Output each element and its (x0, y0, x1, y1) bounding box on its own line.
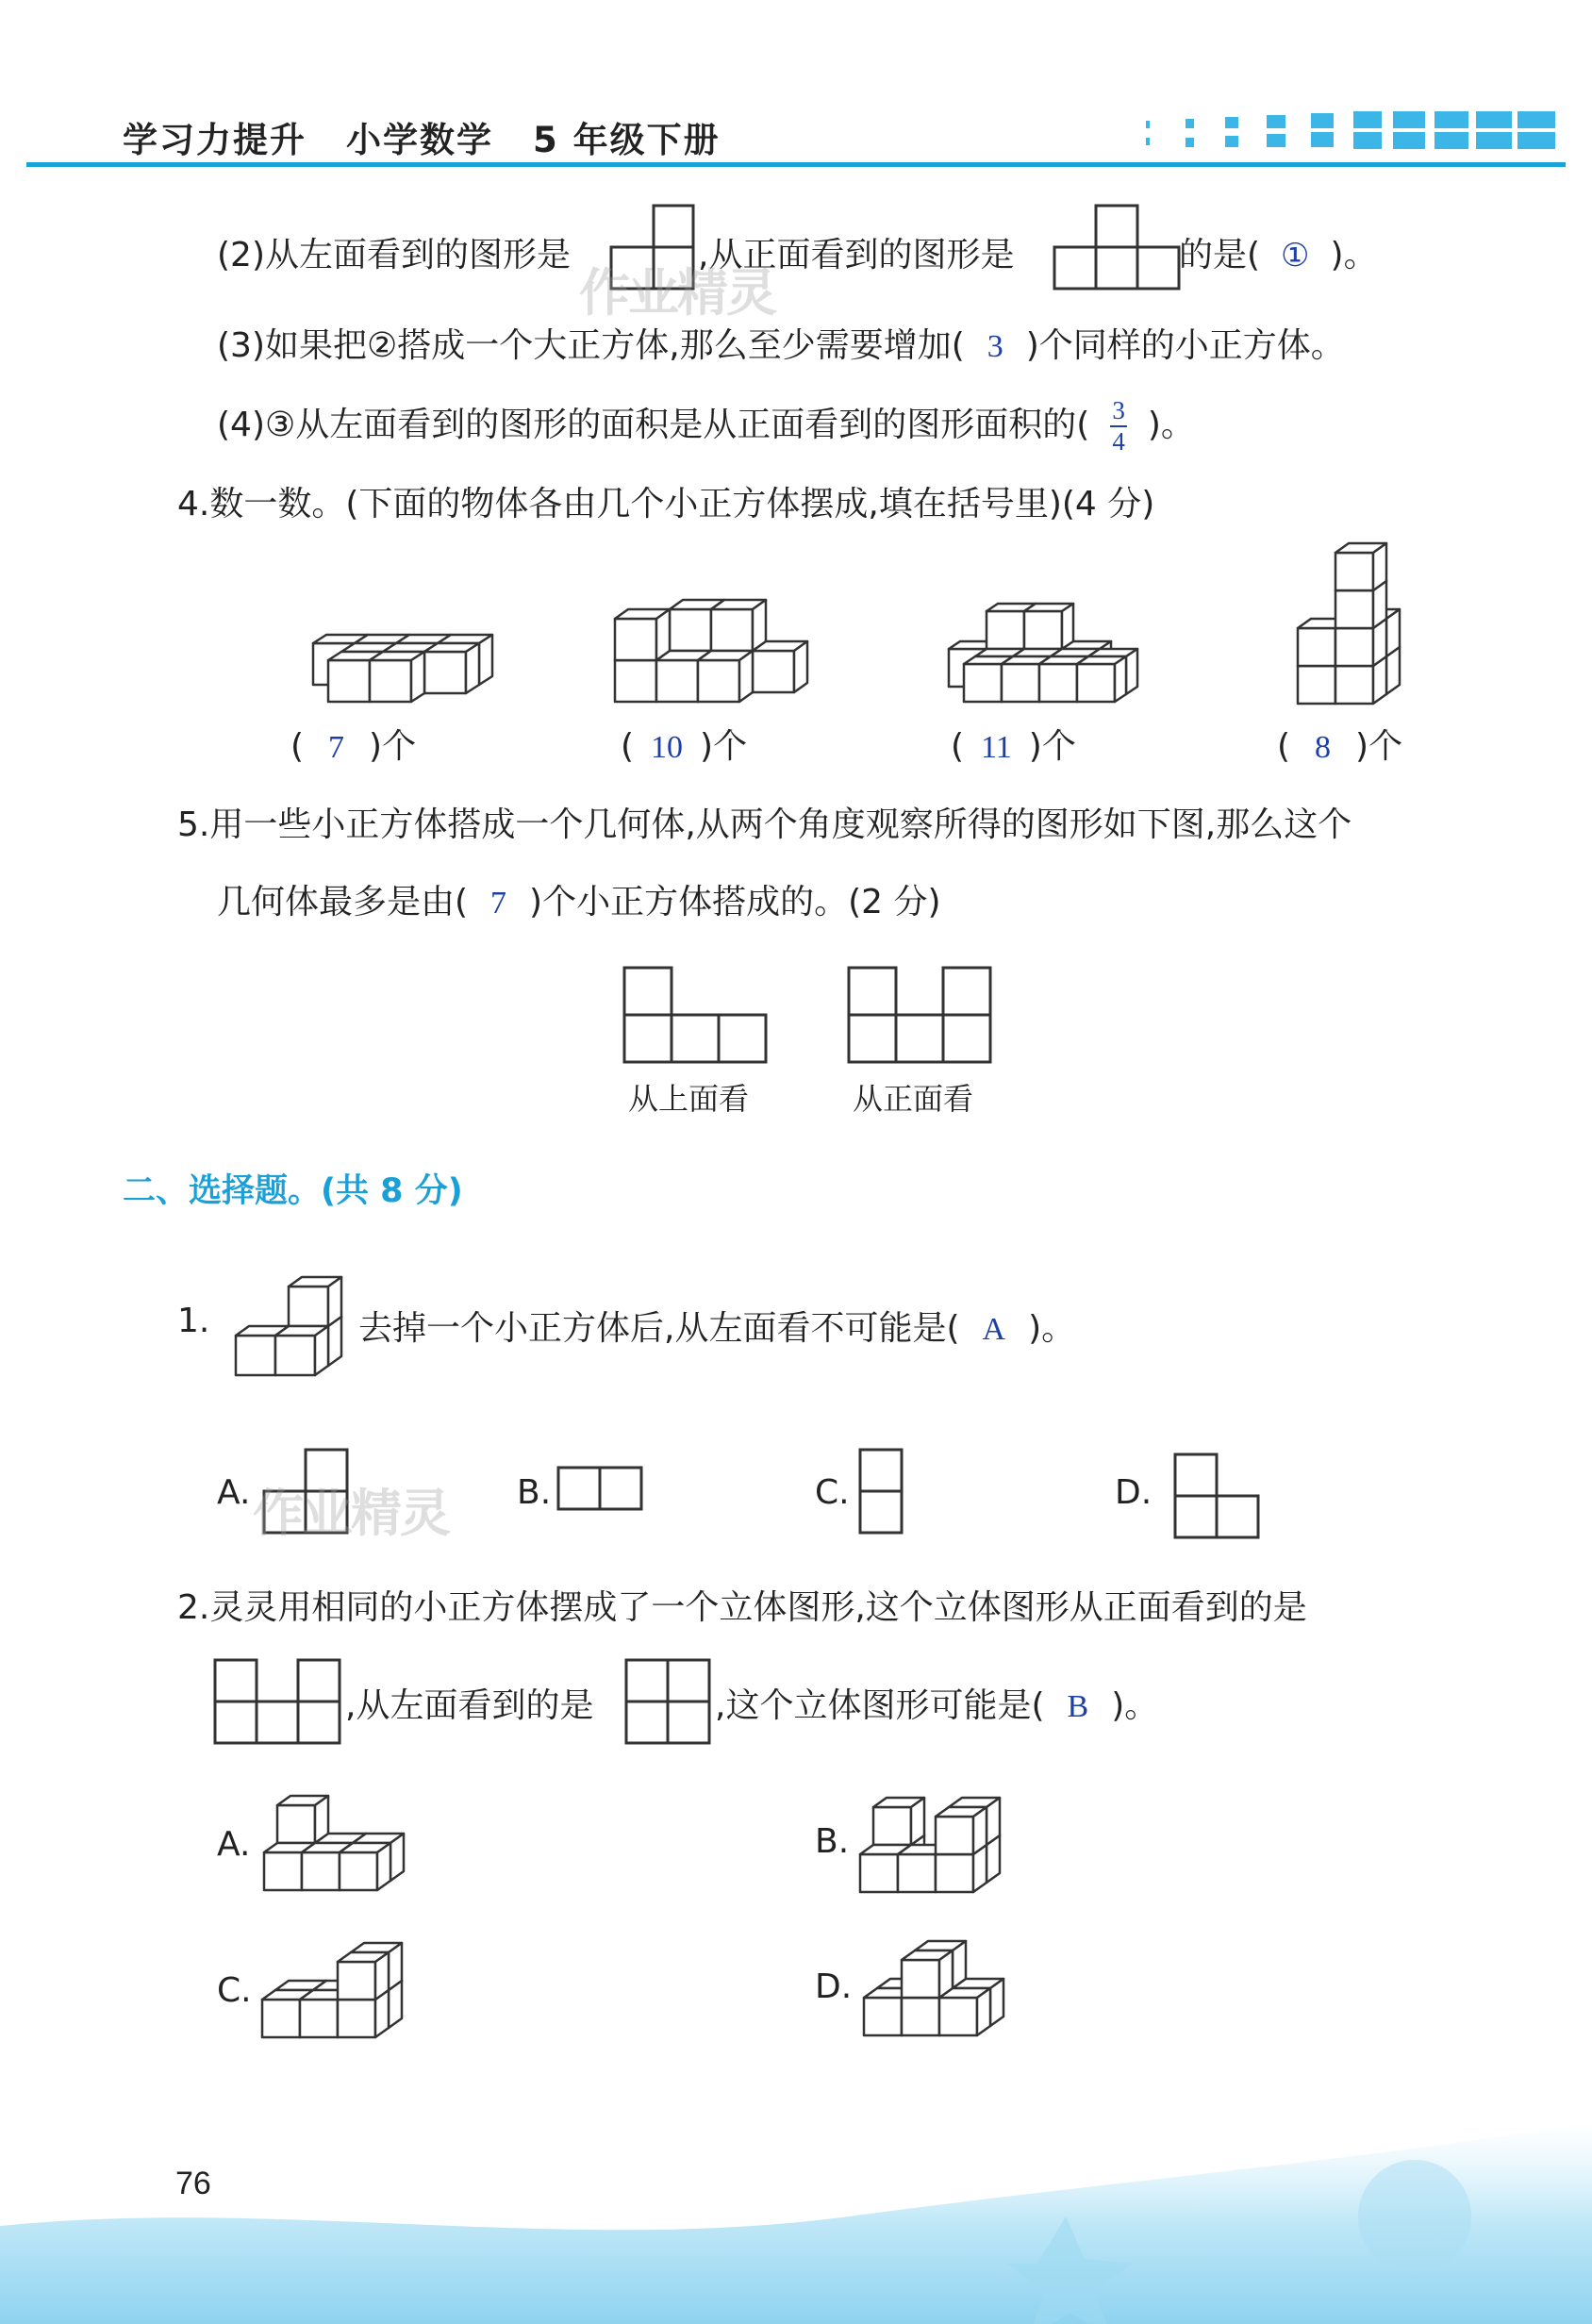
c2-line1: 2.灵灵用相同的小正方体摆成了一个立体图形,这个立体图形从正面看到的是 (177, 1588, 1307, 1627)
cube (711, 600, 766, 651)
cube-figure-3 (922, 573, 1120, 707)
cube (277, 1796, 328, 1843)
c2-option-a-label: A. (217, 1825, 251, 1864)
cube (698, 651, 753, 702)
c2-option-a-figure (260, 1788, 421, 1894)
q4-answer-1: ( 7 )个 (290, 727, 417, 766)
q3-part2-c: 的是( ① )。 (1179, 236, 1378, 274)
answer-q3-2: ① (1281, 239, 1310, 274)
q5-line1: 5.用一些小正方体搭成一个几何体,从两个角度观察所得的图形如下图,那么这个 (177, 805, 1352, 844)
cube-figure-4 (1294, 556, 1407, 709)
cube (873, 1798, 924, 1845)
q5-line2: 几何体最多是由( 7 )个小正方体搭成的。(2 分) (217, 883, 941, 921)
c2-option-b-label: B. (815, 1822, 850, 1861)
cube (615, 609, 670, 660)
answer-q3-4-fraction: $\frac{3}{4}$ (1112, 396, 1125, 456)
q3-part2: (2)从左面看到的图形是 (217, 236, 571, 274)
cube-figure-2 (611, 573, 786, 707)
c1-option-b-figure (556, 1466, 645, 1513)
c2-left-view (624, 1658, 713, 1747)
c2-line2-a: ,从左面看到的是 (345, 1686, 594, 1725)
cube (340, 1843, 390, 1890)
answer-c1: A (982, 1312, 1006, 1347)
c2-line2-b: ,这个立体图形可能是( B )。 (715, 1686, 1159, 1725)
cube (424, 643, 479, 693)
caption-front-view: 从正面看 (853, 1081, 974, 1117)
footer-decoration (0, 2103, 1592, 2324)
q3-part2-b: ,从正面看到的图形是 (698, 236, 1015, 274)
c1-option-d-label: D. (1115, 1473, 1153, 1512)
answer-q5: 7 (490, 886, 507, 921)
header-rule (26, 162, 1566, 167)
cube (370, 652, 424, 702)
q4-answer-4: ( 8 )个 (1277, 727, 1403, 766)
watermark: 作业精灵 (579, 263, 775, 323)
cube (939, 1988, 990, 2035)
c2-front-view (213, 1658, 345, 1747)
c2-option-d-figure (860, 1934, 1020, 2039)
cube (1335, 543, 1386, 590)
cube-figure-1 (283, 604, 462, 707)
c2-option-c-label: C. (217, 1971, 252, 2010)
watermark-2: 作业精灵 (253, 1484, 449, 1543)
cube (338, 1952, 389, 2000)
c1-option-c-figure (858, 1448, 905, 1536)
cube (753, 641, 807, 692)
answer-c2: B (1067, 1689, 1089, 1724)
book-grade: 5 年级下册 (533, 120, 721, 160)
c1-cube-figure (232, 1275, 343, 1379)
cube (902, 1950, 953, 1998)
c2-option-d-label: D. (815, 1967, 853, 2006)
cube (289, 1277, 341, 1326)
c1-option-d-figure (1173, 1452, 1262, 1541)
section-title: 二、选择题。(共 8 分) (123, 1172, 463, 1210)
book-subject: 小学数学 (346, 120, 493, 160)
c2-option-b-figure (856, 1779, 998, 1896)
c1-option-b-label: B. (517, 1473, 552, 1512)
page-number: 76 (175, 2166, 211, 2201)
front-view-figure (1054, 206, 1179, 290)
q3-part3: (3)如果把②搭成一个大正方体,那么至少需要增加( 3 )个同样的小正方体。 (217, 326, 1345, 365)
q3-part4: (4)③从左面看到的图形的面积是从正面看到的图形面积的( $\frac{3}{4}$ )。 (217, 396, 1195, 456)
cube (1024, 604, 1073, 649)
top-view-figure (622, 966, 768, 1064)
cube (275, 1326, 328, 1375)
c2-option-c-figure (258, 1935, 409, 2041)
answer-q3-3: 3 (987, 329, 1003, 364)
c1-number: 1. (177, 1302, 210, 1340)
c1-text: 去掉一个小正方体后,从左面看不可能是( A )。 (358, 1309, 1076, 1348)
c1-option-a-label: A. (217, 1473, 251, 1512)
q4-answer-3: ( 11 )个 (951, 727, 1076, 766)
caption-top-view: 从上面看 (628, 1081, 750, 1117)
cube (1077, 656, 1126, 702)
page-header (123, 111, 760, 162)
front-view-figure-q5 (847, 966, 992, 1064)
book-series: 学习力提升 (123, 120, 307, 160)
q4-text: 4.数一数。(下面的物体各由几个小正方体摆成,填在括号里)(4 分) (177, 485, 1155, 523)
q4-answer-2: ( 10 )个 (621, 727, 748, 766)
cube (936, 1807, 987, 1854)
c1-option-c-label: C. (815, 1473, 850, 1512)
